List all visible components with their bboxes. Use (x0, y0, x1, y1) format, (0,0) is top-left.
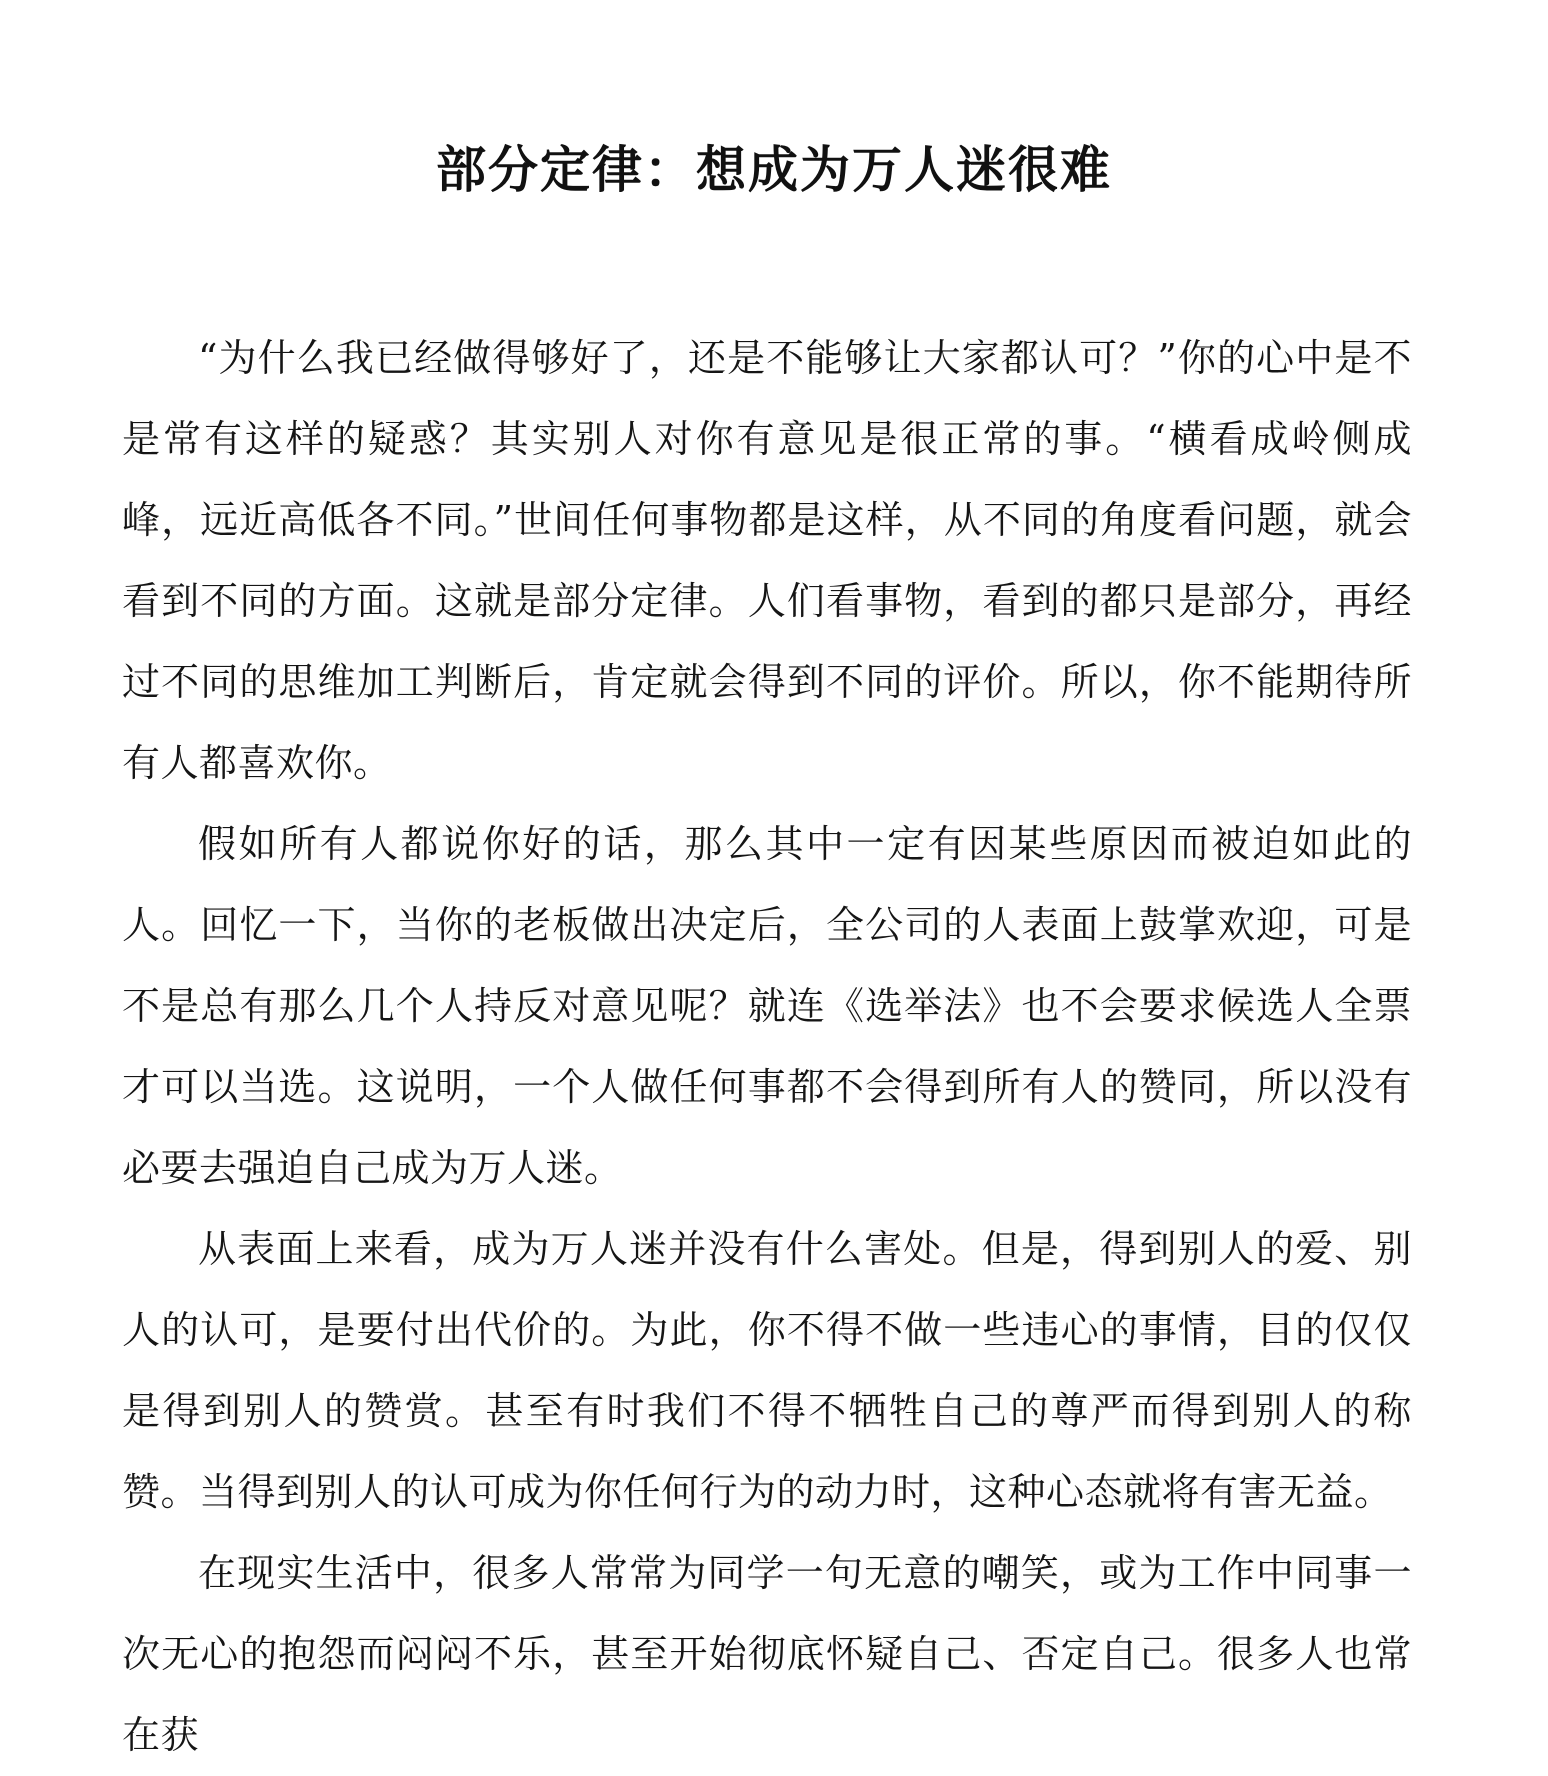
paragraph-3: 从表面上来看，成为万人迷并没有什么害处。但是，得到别人的爱、别人的认可，是要付出代价的。为此，你不得不做一些违心的事情，目的仅仅是得到别人的赞赏。甚至有时我们不得不牺牲自己的尊严而得到别人的称赞。当得到别人的认可成为你任何行为的动力时，这种心态就将有害无益。 (122, 1227, 1412, 1514)
paragraph-2: 假如所有人都说你好的话，那么其中一定有因某些原因而被迫如此的人。回忆一下，当你的老板做出决定后，全公司的人表面上鼓掌欢迎，可是不是总有那么几个人持反对意见呢？就连《选举法》也不会要求候选人全票才可以当选。这说明，一个人做任何事都不会得到所有人的赞同，所以没有必要去强迫自己成为万人迷。 (122, 822, 1412, 1190)
page-title: 部分定律：想成为万人迷很难 (436, 141, 1112, 199)
paragraph-4: 在现实生活中，很多人常常为同学一句无意的嘲笑，或为工作中同事一次无心的抱怨而闷闷不乐，甚至开始彻底怀疑自己、否定自己。很多人也常在获 (122, 1551, 1412, 1757)
paragraph-1: “为什么我已经做得够好了，还是不能够让大家都认可？”你的心中是不是常有这样的疑惑？其实别人对你有意见是很正常的事。“横看成岭侧成峰，远近高低各不同。”世间任何事物都是这样，从不同的角度看问题，就会看到不同的方面。这就是部分定律。人们看事物，看到的都只是部分，再经过不同的思维加工判断后，肯定就会得到不同的评价。所以，你不能期待所有人都喜欢你。 (122, 336, 1412, 785)
article-body (122, 318, 1412, 1776)
